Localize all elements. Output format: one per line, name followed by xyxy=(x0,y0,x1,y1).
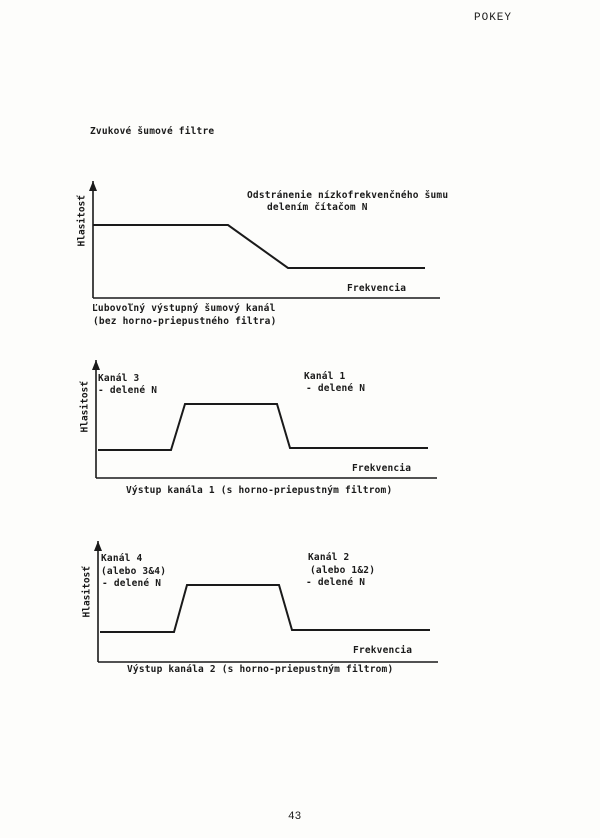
section-title: Zvukové šumové filtre xyxy=(90,126,215,137)
diagram3-left-label-line3: - delené N xyxy=(102,578,162,589)
diagram1-annotation-line2: delením čítačom N xyxy=(267,202,368,213)
diagram1-x-label: Frekvencia xyxy=(347,283,407,294)
diagram3-right-label-line3: - delené N xyxy=(306,577,366,588)
diagram1-y-label: Hlasitosť xyxy=(76,195,88,247)
diagram3-x-label: Frekvencia xyxy=(353,645,413,656)
diagram2-x-label: Frekvencia xyxy=(352,463,412,474)
diagram3-left-label-line1: Kanál 4 xyxy=(101,553,143,564)
diagram2-caption: Výstup kanála 1 (s horno-priepustným filtrom) xyxy=(126,485,393,496)
diagram1-annotation-line1: Odstránenie nízkofrekvenčného šumu xyxy=(247,190,449,201)
diagram3-left-label-line2: (alebo 3&4) xyxy=(101,566,167,577)
diagram2-y-label: Hlasitosť xyxy=(79,381,91,433)
diagram1-caption-line1: Ľubovoľný výstupný šumový kanál xyxy=(92,303,276,314)
diagram2-left-label-line2: - delené N xyxy=(98,385,158,396)
page-number: 43 xyxy=(288,811,302,823)
diagram2-left-label-line1: Kanál 3 xyxy=(98,373,140,384)
diagram1-caption-line2: (bez horno-priepustného filtra) xyxy=(93,316,277,327)
diagram3-right-label-line2: (alebo 1&2) xyxy=(310,565,376,576)
diagram3-caption: Výstup kanála 2 (s horno-priepustným filtrom) xyxy=(127,664,394,675)
diagram3-y-label: Hlasitosť xyxy=(81,566,93,618)
diagram3-right-label-line1: Kanál 2 xyxy=(308,552,350,563)
diagram2-right-label-line2: - delené N xyxy=(306,383,366,394)
diagram2-response-curve xyxy=(98,404,428,450)
diagram2-right-label-line1: Kanál 1 xyxy=(304,371,346,382)
page-header: POKEY xyxy=(474,12,513,24)
diagram3-response-curve xyxy=(100,585,430,632)
diagram1-response-curve xyxy=(93,225,425,268)
